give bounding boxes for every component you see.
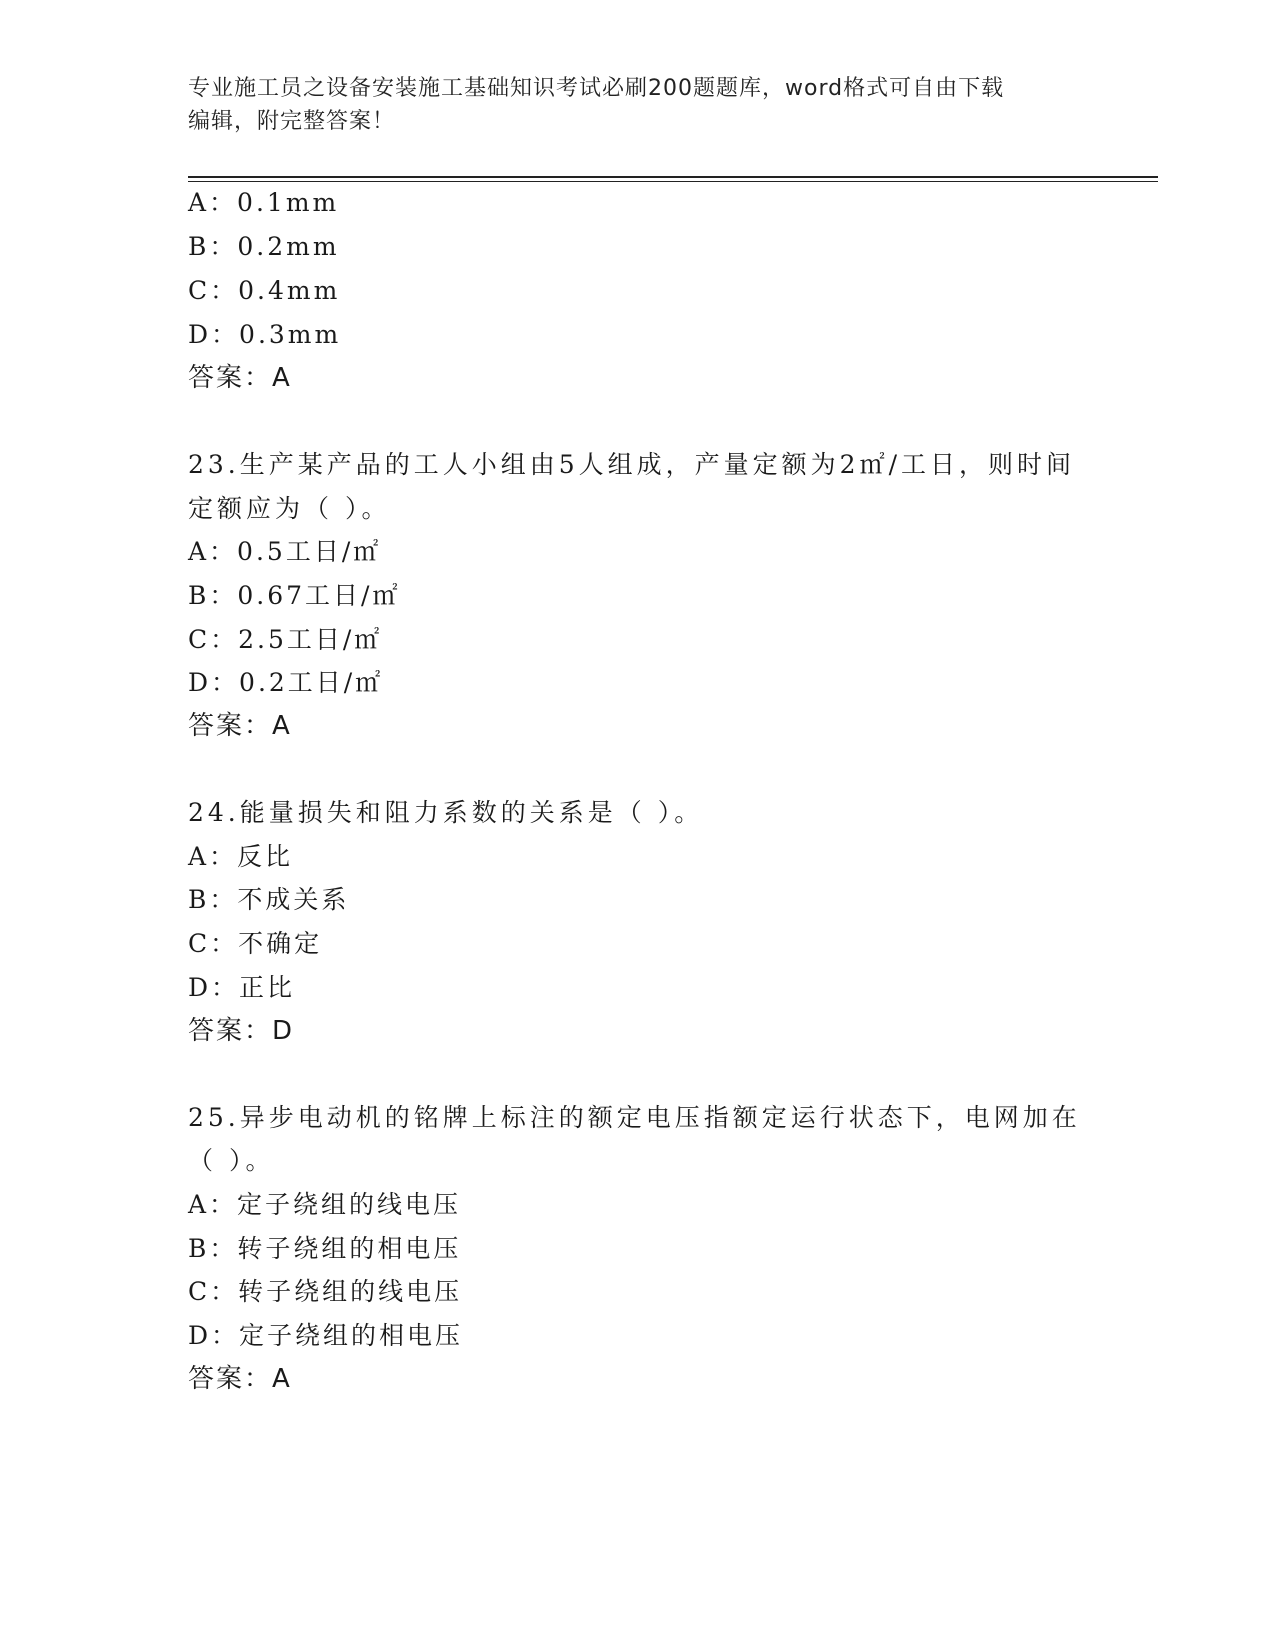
header-line-1: 专业施工员之设备安装施工基础知识考试必刷200题题库，word格式可自由下载 <box>188 76 1005 101</box>
q23-option-d: D：0.2工日/㎡ <box>188 668 384 697</box>
header-line-2: 编辑，附完整答案！ <box>188 109 396 134</box>
q24-question-line-1: 24.能量损失和阻力系数的关系是（ ）。 <box>188 798 704 827</box>
q25-option-c: C：转子绕组的线电压 <box>188 1277 463 1306</box>
q22-option-c: C：0.4mm <box>188 276 341 305</box>
q22-option-d: D：0.3mm <box>188 320 342 349</box>
q22-answer: 答案：A <box>188 363 292 393</box>
q24-answer: 答案：D <box>188 1016 295 1046</box>
q23-question-line-1: 23.生产某产品的工人小组由5人组成，产量定额为2㎡/工日，则时间 <box>188 450 1075 479</box>
header-divider-thin <box>188 181 1158 182</box>
q24-option-d: D：正比 <box>188 973 296 1002</box>
q25-option-b: B：转子绕组的相电压 <box>188 1234 462 1263</box>
q22-option-a: A：0.1mm <box>188 188 340 217</box>
header-divider-thick <box>188 176 1158 178</box>
q23-question-line-2: 定额应为（ ）。 <box>188 494 391 523</box>
q25-question-line-2: （ ）。 <box>188 1146 275 1175</box>
q23-option-c: C：2.5工日/㎡ <box>188 625 383 654</box>
q25-option-a: A：定子绕组的线电压 <box>188 1190 462 1219</box>
q25-answer: 答案：A <box>188 1364 292 1394</box>
q23-option-b: B：0.67工日/㎡ <box>188 581 401 610</box>
q23-answer: 答案：A <box>188 711 292 741</box>
q24-option-c: C：不确定 <box>188 929 323 958</box>
q24-option-a: A：反比 <box>188 842 294 871</box>
q25-option-d: D：定子绕组的相电压 <box>188 1321 464 1350</box>
document-header <box>188 72 1068 138</box>
q22-option-b: B：0.2mm <box>188 232 340 261</box>
q24-option-b: B：不成关系 <box>188 885 350 914</box>
q25-question-line-1: 25.异步电动机的铭牌上标注的额定电压指额定运行状态下，电网加在 <box>188 1103 1081 1132</box>
q23-option-a: A：0.5工日/㎡ <box>188 537 382 566</box>
